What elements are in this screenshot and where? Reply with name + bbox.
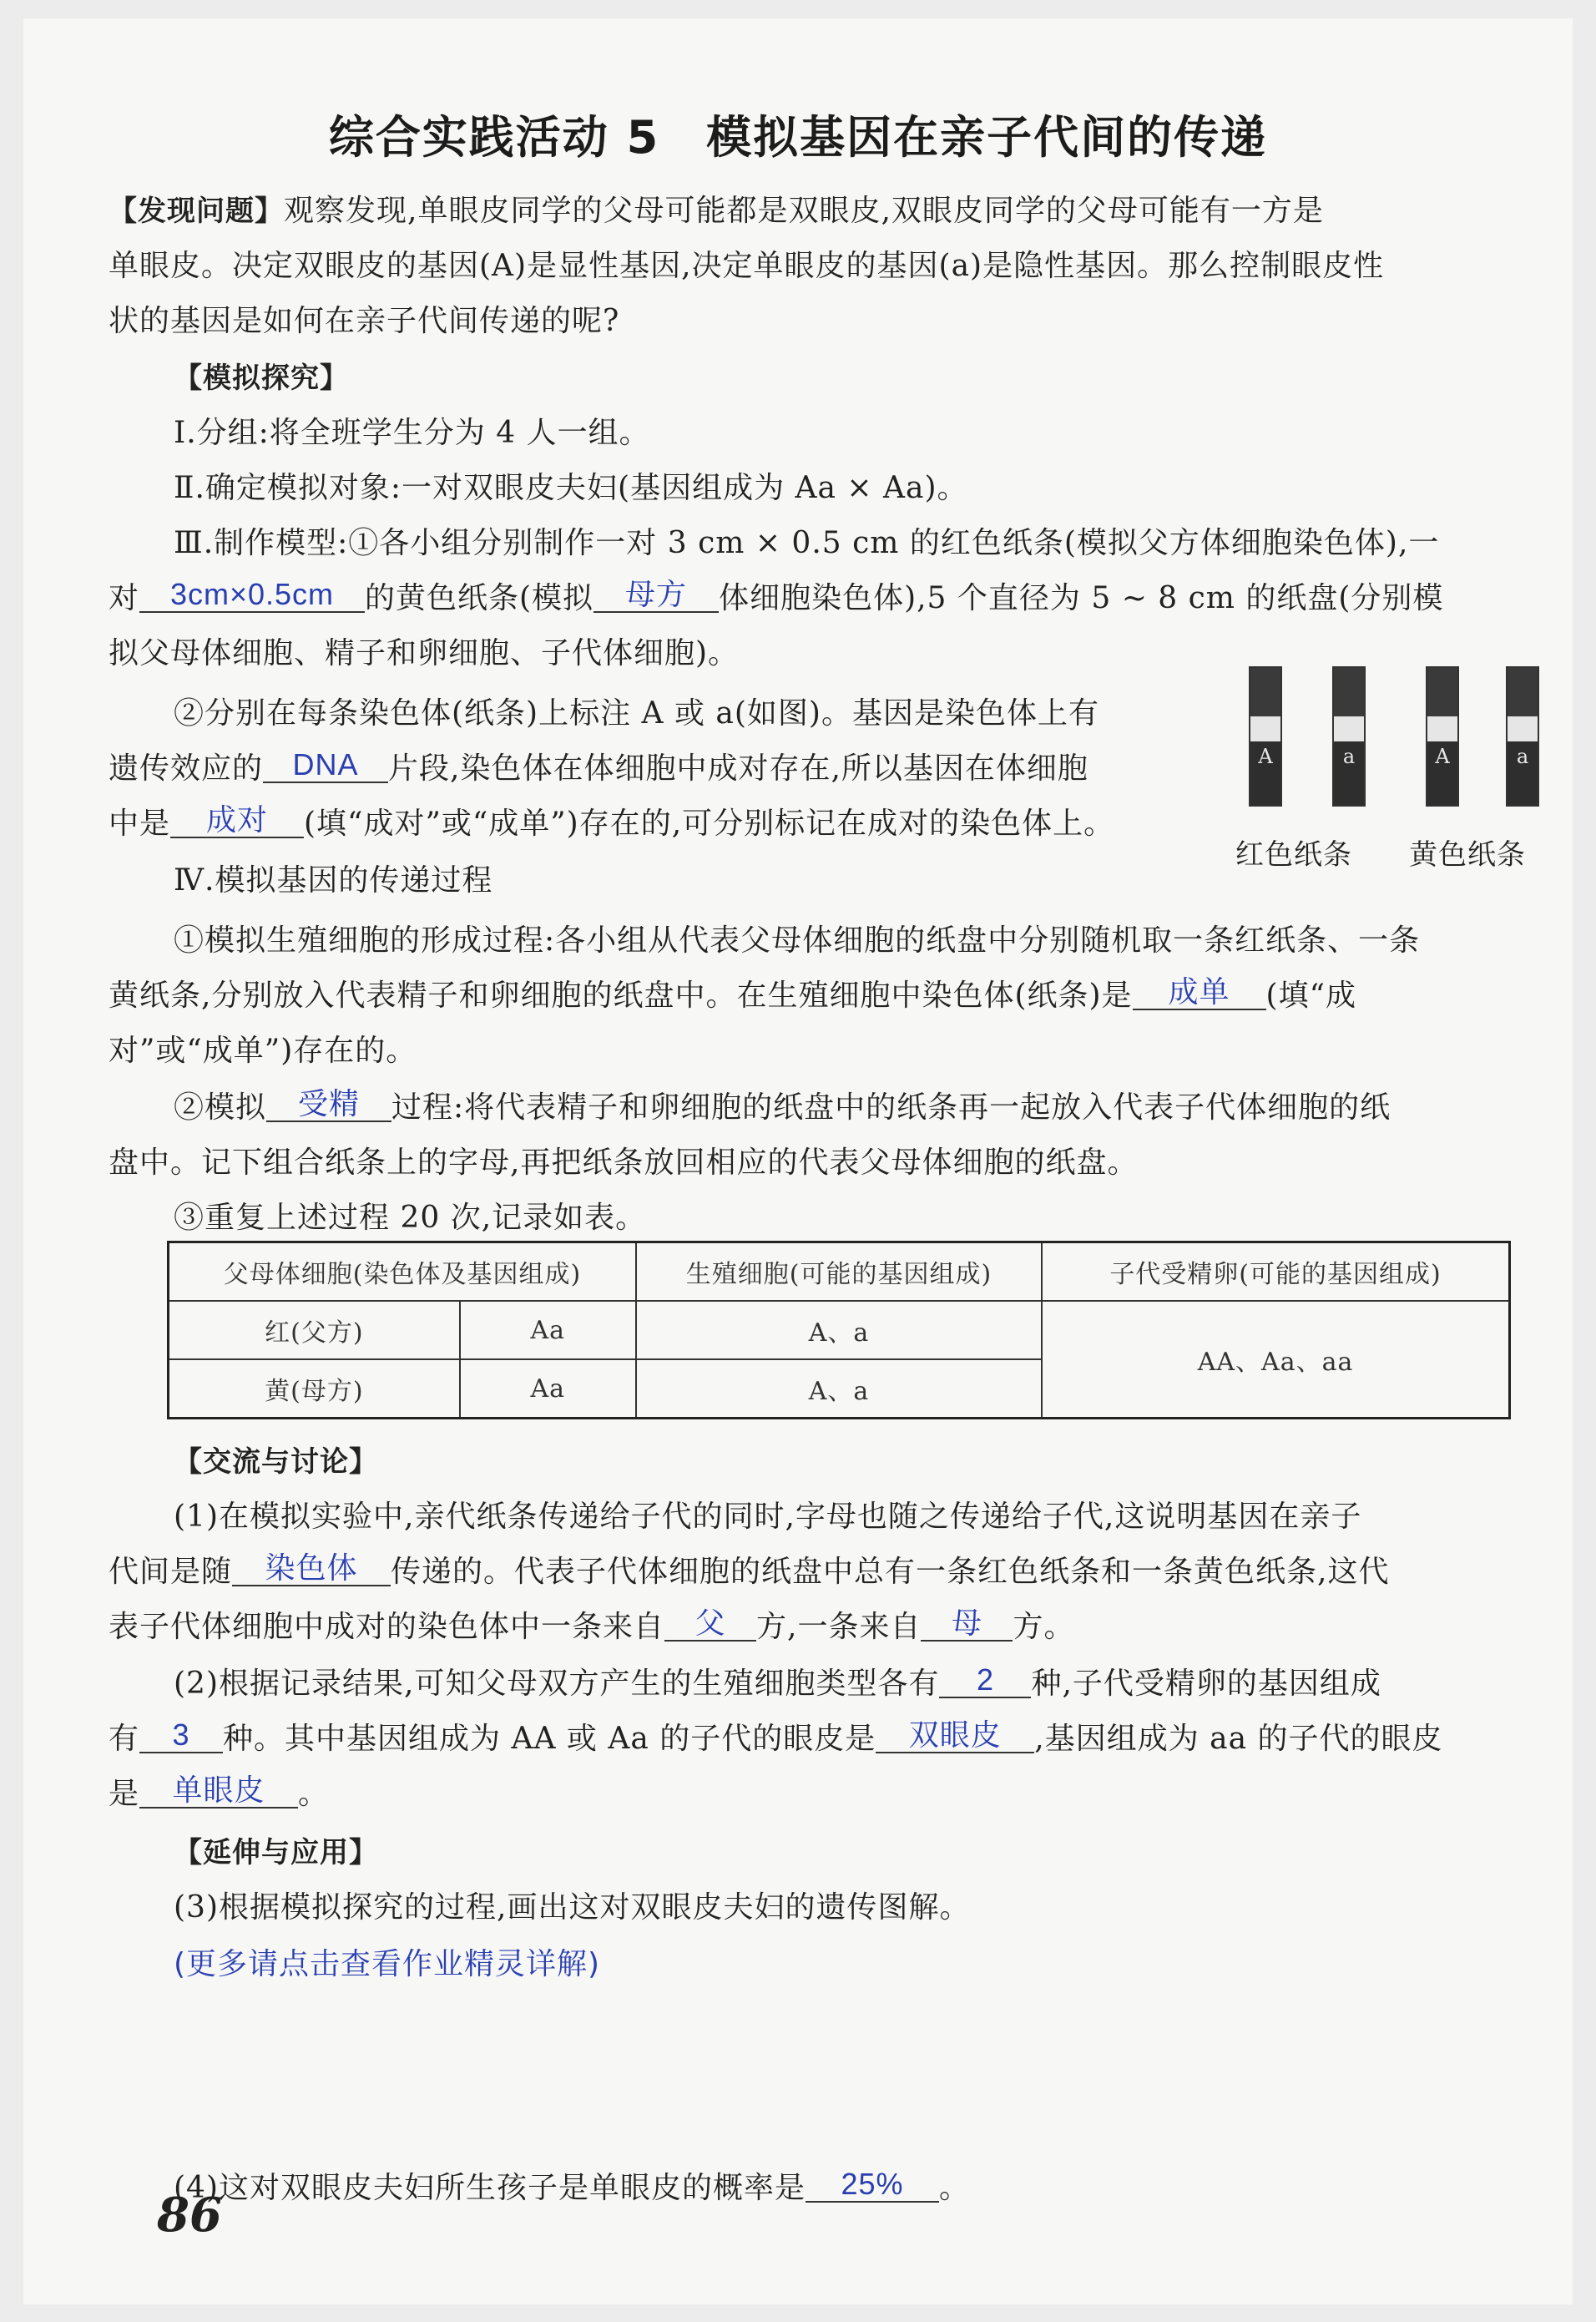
answer-single[interactable]: 成单: [1133, 975, 1266, 1010]
step-3b-line-1: ②分别在每条染色体(纸条)上标注 A 或 a(如图)。基因是染色体上有: [174, 696, 1099, 731]
answer-gamete-types[interactable]: 2: [939, 1663, 1031, 1698]
table-cell: 红(父方): [169, 1301, 460, 1359]
red-strip-A: A: [1249, 666, 1282, 807]
answer-mother-side[interactable]: 母方: [593, 578, 719, 613]
answer-double-eyelid[interactable]: 双眼皮: [876, 1718, 1034, 1753]
step-3b-line-2: 遗传效应的 DNA 片段,染色体在体细胞中成对存在,所以基因在体细胞: [109, 747, 1088, 786]
q2-line-3: 是 单眼皮 。: [109, 1773, 330, 1811]
step-4c: ③重复上述过程 20 次,记录如表。: [174, 1201, 647, 1235]
answer-single-eyelid[interactable]: 单眼皮: [139, 1773, 298, 1809]
answer-dna[interactable]: DNA: [263, 748, 388, 783]
q1-line-2: 代间是随 染色体 传递的。代表子代体细胞的纸盘中总有一条红色纸条和一条黄色纸条,这代: [109, 1551, 1390, 1589]
red-strip-a: a: [1332, 666, 1366, 807]
problem-line-2: 单眼皮。决定双眼皮的基因(A)是显性基因,决定单眼皮的基因(a)是隐性基因。那么控制眼皮性: [109, 249, 1385, 283]
answer-probability[interactable]: 25%: [806, 2168, 939, 2203]
table-cell: A、a: [636, 1301, 1042, 1359]
chromosome-strips-figure: [1235, 666, 1558, 883]
answer-paper-size[interactable]: 3cm×0.5cm: [139, 578, 365, 613]
answer-paired[interactable]: 成对: [170, 803, 304, 838]
problem-line-1: [109, 184, 1544, 239]
step-3-line-1: Ⅲ.制作模型:①各小组分别制作一对 3 cm × 0.5 cm 的红色纸条(模拟父方体细胞染色体),一: [174, 526, 1440, 560]
table-header: 子代受精卵(可能的基因组成): [1042, 1242, 1509, 1302]
table-cell: Aa: [460, 1359, 636, 1419]
red-strip-caption: 红色纸条: [1235, 838, 1352, 872]
table-header-row: [169, 1242, 1510, 1302]
q2-line-1: (2)根据记录结果,可知父母双方产生的生殖细胞类型各有 2 种,子代受精卵的基因组成: [174, 1662, 1381, 1701]
q1-line-3: 表子代体细胞中成对的染色体中一条来自 父 方,一条来自 母 方。: [109, 1606, 1075, 1644]
problem-text-1: 观察发现,单眼皮同学的父母可能都是双眼皮,双眼皮同学的父母可能有一方是: [284, 194, 1324, 228]
problem-heading: 【发现问题】: [109, 195, 284, 228]
q4: (4)这对双眼皮夫妇所生孩子是单眼皮的概率是 25% 。: [174, 2167, 971, 2205]
textbook-page: [23, 18, 1573, 2304]
answer-fertilization[interactable]: 受精: [266, 1087, 391, 1122]
page-title: 综合实践活动 5 模拟基因在亲子代间的传递: [328, 111, 1268, 164]
yellow-strip-A: A: [1426, 666, 1459, 807]
page-number: 86: [157, 2188, 222, 2243]
more-details-link[interactable]: (更多请点击查看作业精灵详解): [174, 1947, 601, 1981]
q1-line-1: (1)在模拟实验中,亲代纸条传递给子代的同时,字母也随之传递给子代,这说明基因在亲子: [174, 1500, 1362, 1534]
step-4a-line-2: 黄纸条,分别放入代表精子和卵细胞的纸盘中。在生殖细胞中染色体(纸条)是 成单 (填“成: [109, 974, 1356, 1013]
extension-heading: 【延伸与应用】: [174, 1836, 378, 1869]
step-4-heading: Ⅳ.模拟基因的传递过程: [174, 863, 493, 898]
q2-line-2: 有 3 种。其中基因组成为 AA 或 Aa 的子代的眼皮是 双眼皮 ,基因组成为 aa 的子代的眼皮: [109, 1717, 1443, 1756]
answer-chromosome[interactable]: 染色体: [232, 1551, 391, 1586]
step-3b-line-3: 中是 成对 (填“成对”或“成单”)存在的,可分别标记在成对的染色体上。: [109, 802, 1115, 841]
answer-father[interactable]: 父: [664, 1606, 756, 1642]
answer-genotype-count[interactable]: 3: [139, 1718, 223, 1753]
table-cell: Aa: [460, 1301, 636, 1359]
step-2: Ⅱ.确定模拟对象:一对双眼皮夫妇(基因组成为 Aa × Aa)。: [174, 471, 968, 505]
step-3-line-2: 对 3cm×0.5cm 的黄色纸条(模拟 母方 体细胞染色体),5 个直径为 5 ~ 8 cm 的纸盘(分别模: [109, 577, 1444, 615]
step-4b-line-1: ②模拟 受精 过程:将代表精子和卵细胞的纸盘中的纸条再一起放入代表子代体细胞的纸: [174, 1086, 1391, 1125]
problem-line-3: 状的基因是如何在亲子代间传递的呢?: [109, 304, 620, 338]
step-4a-line-1: ①模拟生殖细胞的形成过程:各小组从代表父母体细胞的纸盘中分别随机取一条红纸条、一条: [174, 923, 1421, 958]
q3: (3)根据模拟探究的过程,画出这对双眼皮夫妇的遗传图解。: [174, 1890, 971, 1925]
table-header: 父母体细胞(染色体及基因组成): [169, 1242, 636, 1302]
yellow-strip-a: a: [1506, 666, 1539, 807]
table-cell: A、a: [636, 1359, 1042, 1419]
yellow-strip-caption: 黄色纸条: [1409, 838, 1526, 872]
record-table: [167, 1241, 1511, 1419]
step-3-line-3: 拟父母体细胞、精子和卵细胞、子代体细胞)。: [109, 636, 740, 670]
table-cell: 黄(母方): [169, 1359, 460, 1419]
step-4b-line-2: 盘中。记下组合纸条上的字母,再把纸条放回相应的代表父母体细胞的纸盘。: [109, 1146, 1139, 1180]
table-cell-offspring: AA、Aa、aa: [1042, 1301, 1509, 1419]
step-1: Ⅰ.分组:将全班学生分为 4 人一组。: [174, 416, 650, 450]
answer-mother[interactable]: 母: [921, 1606, 1013, 1642]
discussion-heading: 【交流与讨论】: [174, 1445, 378, 1479]
table-header: 生殖细胞(可能的基因组成): [636, 1242, 1042, 1302]
explore-heading: 【模拟探究】: [174, 362, 349, 395]
step-4a-line-3: 对”或“成单”)存在的。: [109, 1034, 417, 1068]
table-row: [169, 1301, 1510, 1359]
